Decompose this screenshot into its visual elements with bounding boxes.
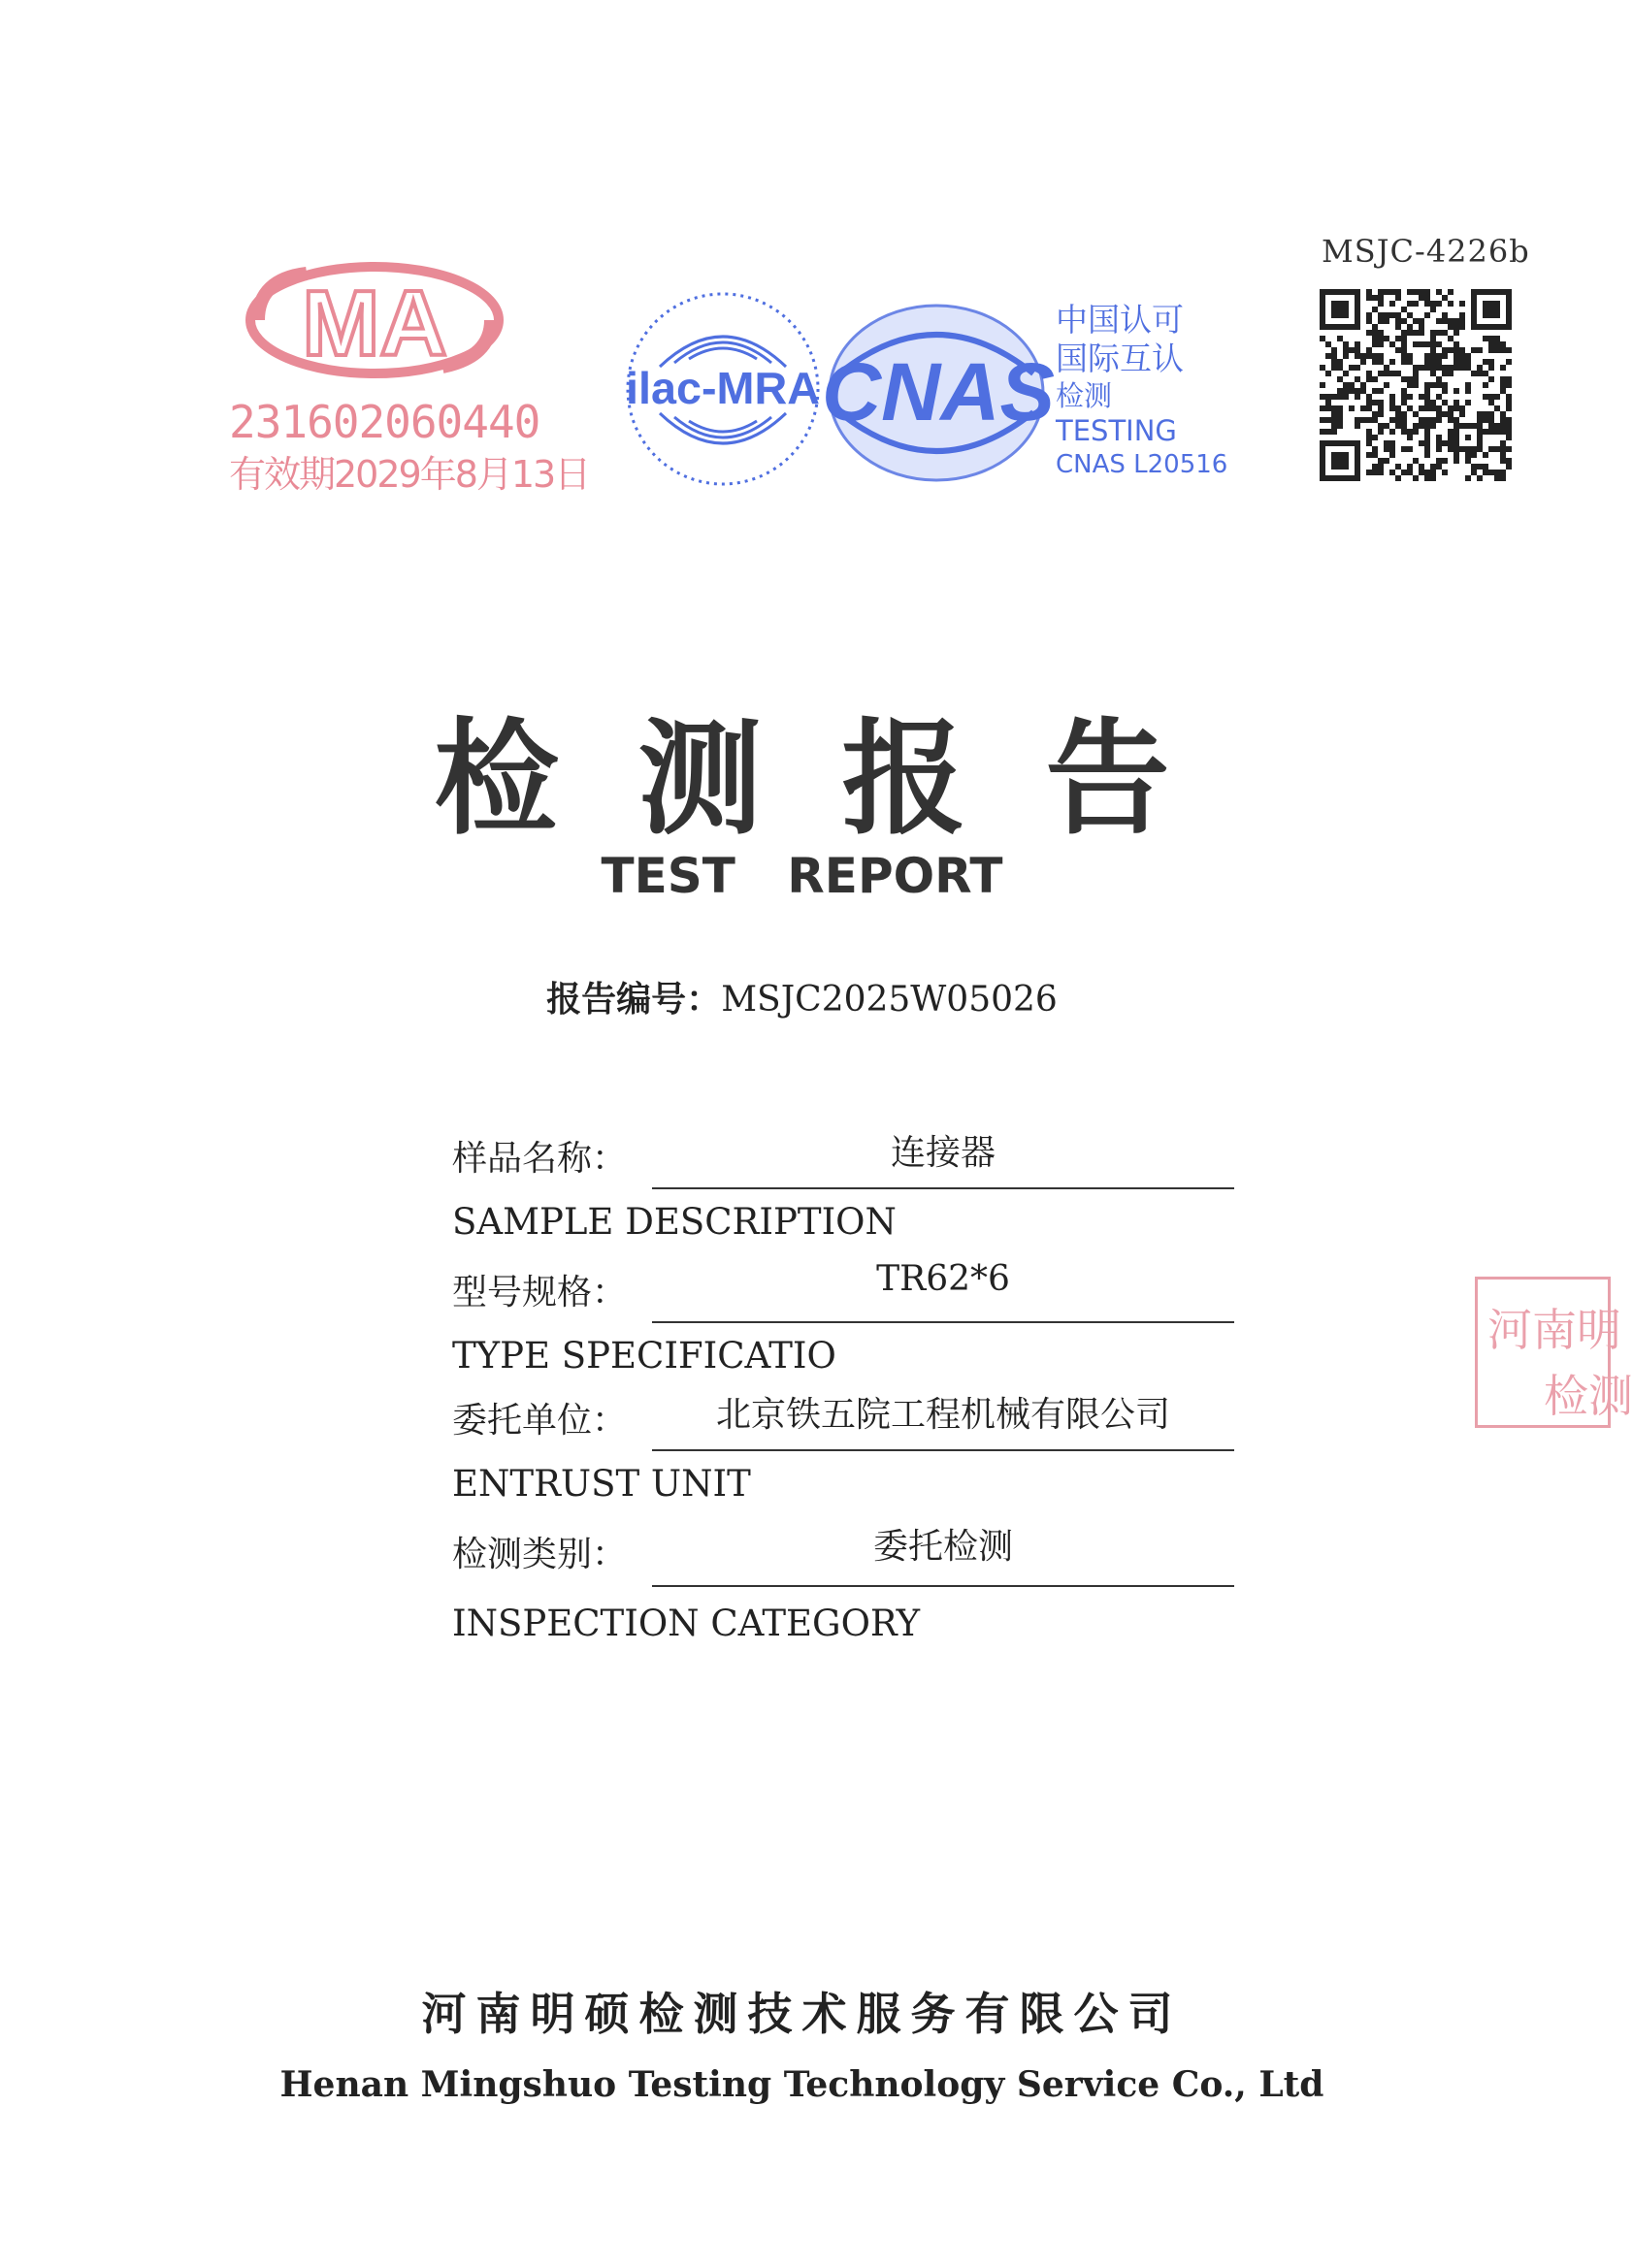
cnas-line2: 国际互认 (1056, 340, 1184, 377)
cnas-line5: CNAS L20516 (1056, 450, 1228, 479)
field-value: 委托检测 (872, 1527, 1013, 1567)
report-number-value: MSJC2025W05026 (721, 980, 1058, 1020)
cma-mark-icon (229, 260, 520, 405)
cnas-line3: 检测 (1056, 379, 1113, 412)
cnas-mark-text: CNAS (822, 346, 1055, 437)
qr-code-icon[interactable] (1320, 289, 1512, 481)
field-underline (652, 1449, 1234, 1451)
field-value: TR62*6 (876, 1259, 1010, 1299)
cnas-line4: TESTING (1056, 414, 1177, 447)
company-name-en: Henan Mingshuo Testing Technology Service Co., Ltd (279, 2064, 1324, 2105)
field-value: 连接器 (890, 1133, 996, 1173)
field-label-cn: 型号规格： (452, 1273, 628, 1312)
field-value: 北京铁五院工程机械有限公司 (715, 1395, 1170, 1435)
report-number (0, 972, 1604, 1021)
field-label-en: TYPE SPECIFICATIO (452, 1335, 836, 1377)
company-name-cn: 河南明硕检测技术服务有限公司 (421, 1988, 1183, 2040)
seal-line2: 检测 (1544, 1370, 1633, 1422)
field-label-cn: 委托单位： (452, 1401, 628, 1441)
field-label-en: INSPECTION CATEGORY (452, 1603, 921, 1644)
field-underline (652, 1585, 1234, 1587)
ilac-mra-text: ilac-MRA (626, 363, 820, 413)
field-label-cn: 样品名称： (452, 1139, 628, 1179)
field-label-en: ENTRUST UNIT (452, 1463, 751, 1505)
field-underline (652, 1321, 1234, 1323)
cnas-caption (1056, 301, 1228, 481)
title-en: TEST REPORT (601, 848, 1003, 904)
form-code: MSJC-4226b (1322, 233, 1530, 270)
report-number-label: 报告编号： (546, 980, 722, 1020)
field-label-en: SAMPLE DESCRIPTION (452, 1201, 897, 1243)
cma-logo (229, 260, 590, 502)
cnas-line1: 中国认可 (1056, 301, 1184, 339)
cnas-logo (820, 296, 1062, 490)
company-seal (1475, 1277, 1633, 1428)
ilac-mra-logo (621, 287, 825, 491)
field-label-cn: 检测类别： (452, 1535, 628, 1574)
seal-line1: 河南明 (1487, 1304, 1621, 1356)
cma-mark-text: MA (302, 272, 447, 375)
title-cn: 检测报告 (434, 706, 1250, 852)
field-underline (652, 1187, 1234, 1189)
cma-validity: 有效期2029年8月13日 (229, 453, 590, 496)
cma-number: 231602060440 (229, 396, 540, 448)
